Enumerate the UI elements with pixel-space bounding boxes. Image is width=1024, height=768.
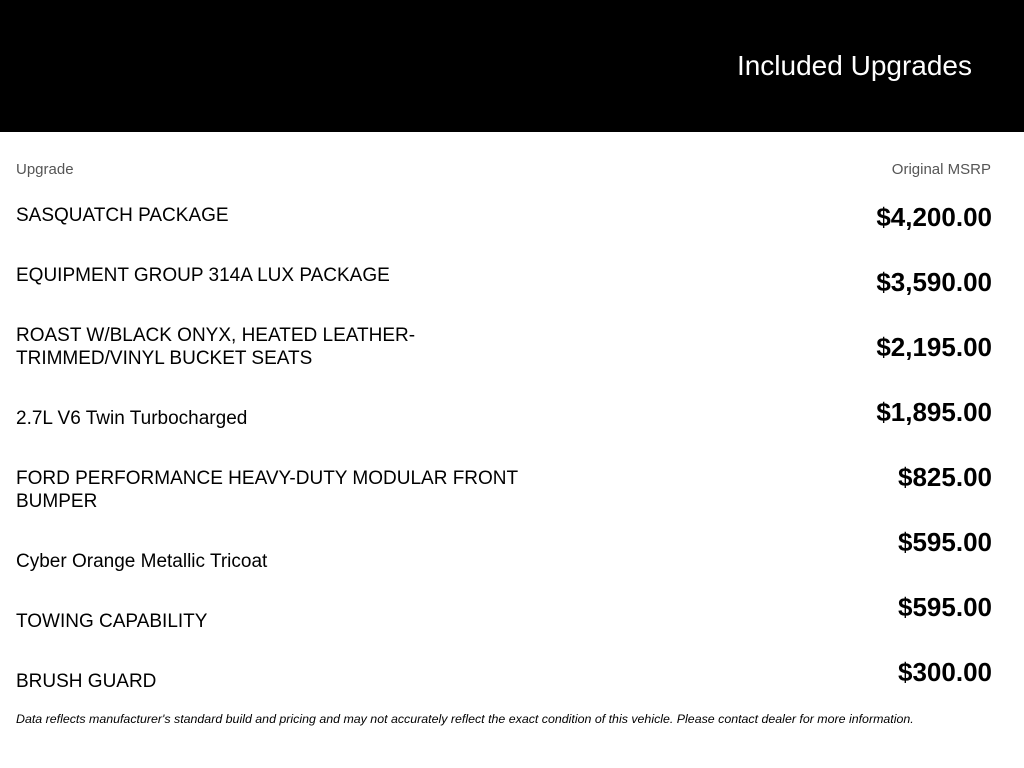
upgrade-name: EQUIPMENT GROUP 314A LUX PACKAGE [16, 265, 390, 286]
upgrade-name: ROAST W/BLACK ONYX, HEATED LEATHER-TRIMMED/VINYL BUCKET SEATS [16, 325, 416, 369]
upgrade-name: FORD PERFORMANCE HEAVY-DUTY MODULAR FRONT BUMPER [16, 468, 518, 512]
upgrade-price: $1,895.00 [876, 397, 992, 427]
upgrade-price: $595.00 [898, 527, 992, 557]
upgrade-name: Cyber Orange Metallic Tricoat [16, 551, 268, 572]
upgrade-price: $825.00 [898, 462, 992, 492]
upgrade-name: TOWING CAPABILITY [16, 611, 208, 632]
header-bar [0, 0, 1024, 132]
upgrade-price: $4,200.00 [876, 202, 992, 232]
page-title: Included Upgrades [736, 50, 972, 81]
upgrade-price: $3,590.00 [876, 267, 992, 297]
upgrade-price: $595.00 [898, 592, 992, 622]
disclaimer-text: Data reflects manufacturer's standard build and pricing and may not accurately reflect the exact condition of this vehicle. Please contact dealer for more information. [16, 712, 914, 726]
upgrade-name: 2.7L V6 Twin Turbocharged [16, 408, 248, 429]
upgrade-name: BRUSH GUARD [16, 671, 157, 692]
upgrade-price: $2,195.00 [876, 332, 992, 362]
upgrade-name: SASQUATCH PACKAGE [16, 205, 229, 226]
upgrade-price: $300.00 [898, 657, 992, 687]
column-header-msrp: Original MSRP [891, 161, 991, 178]
column-header-upgrade: Upgrade [16, 161, 74, 178]
